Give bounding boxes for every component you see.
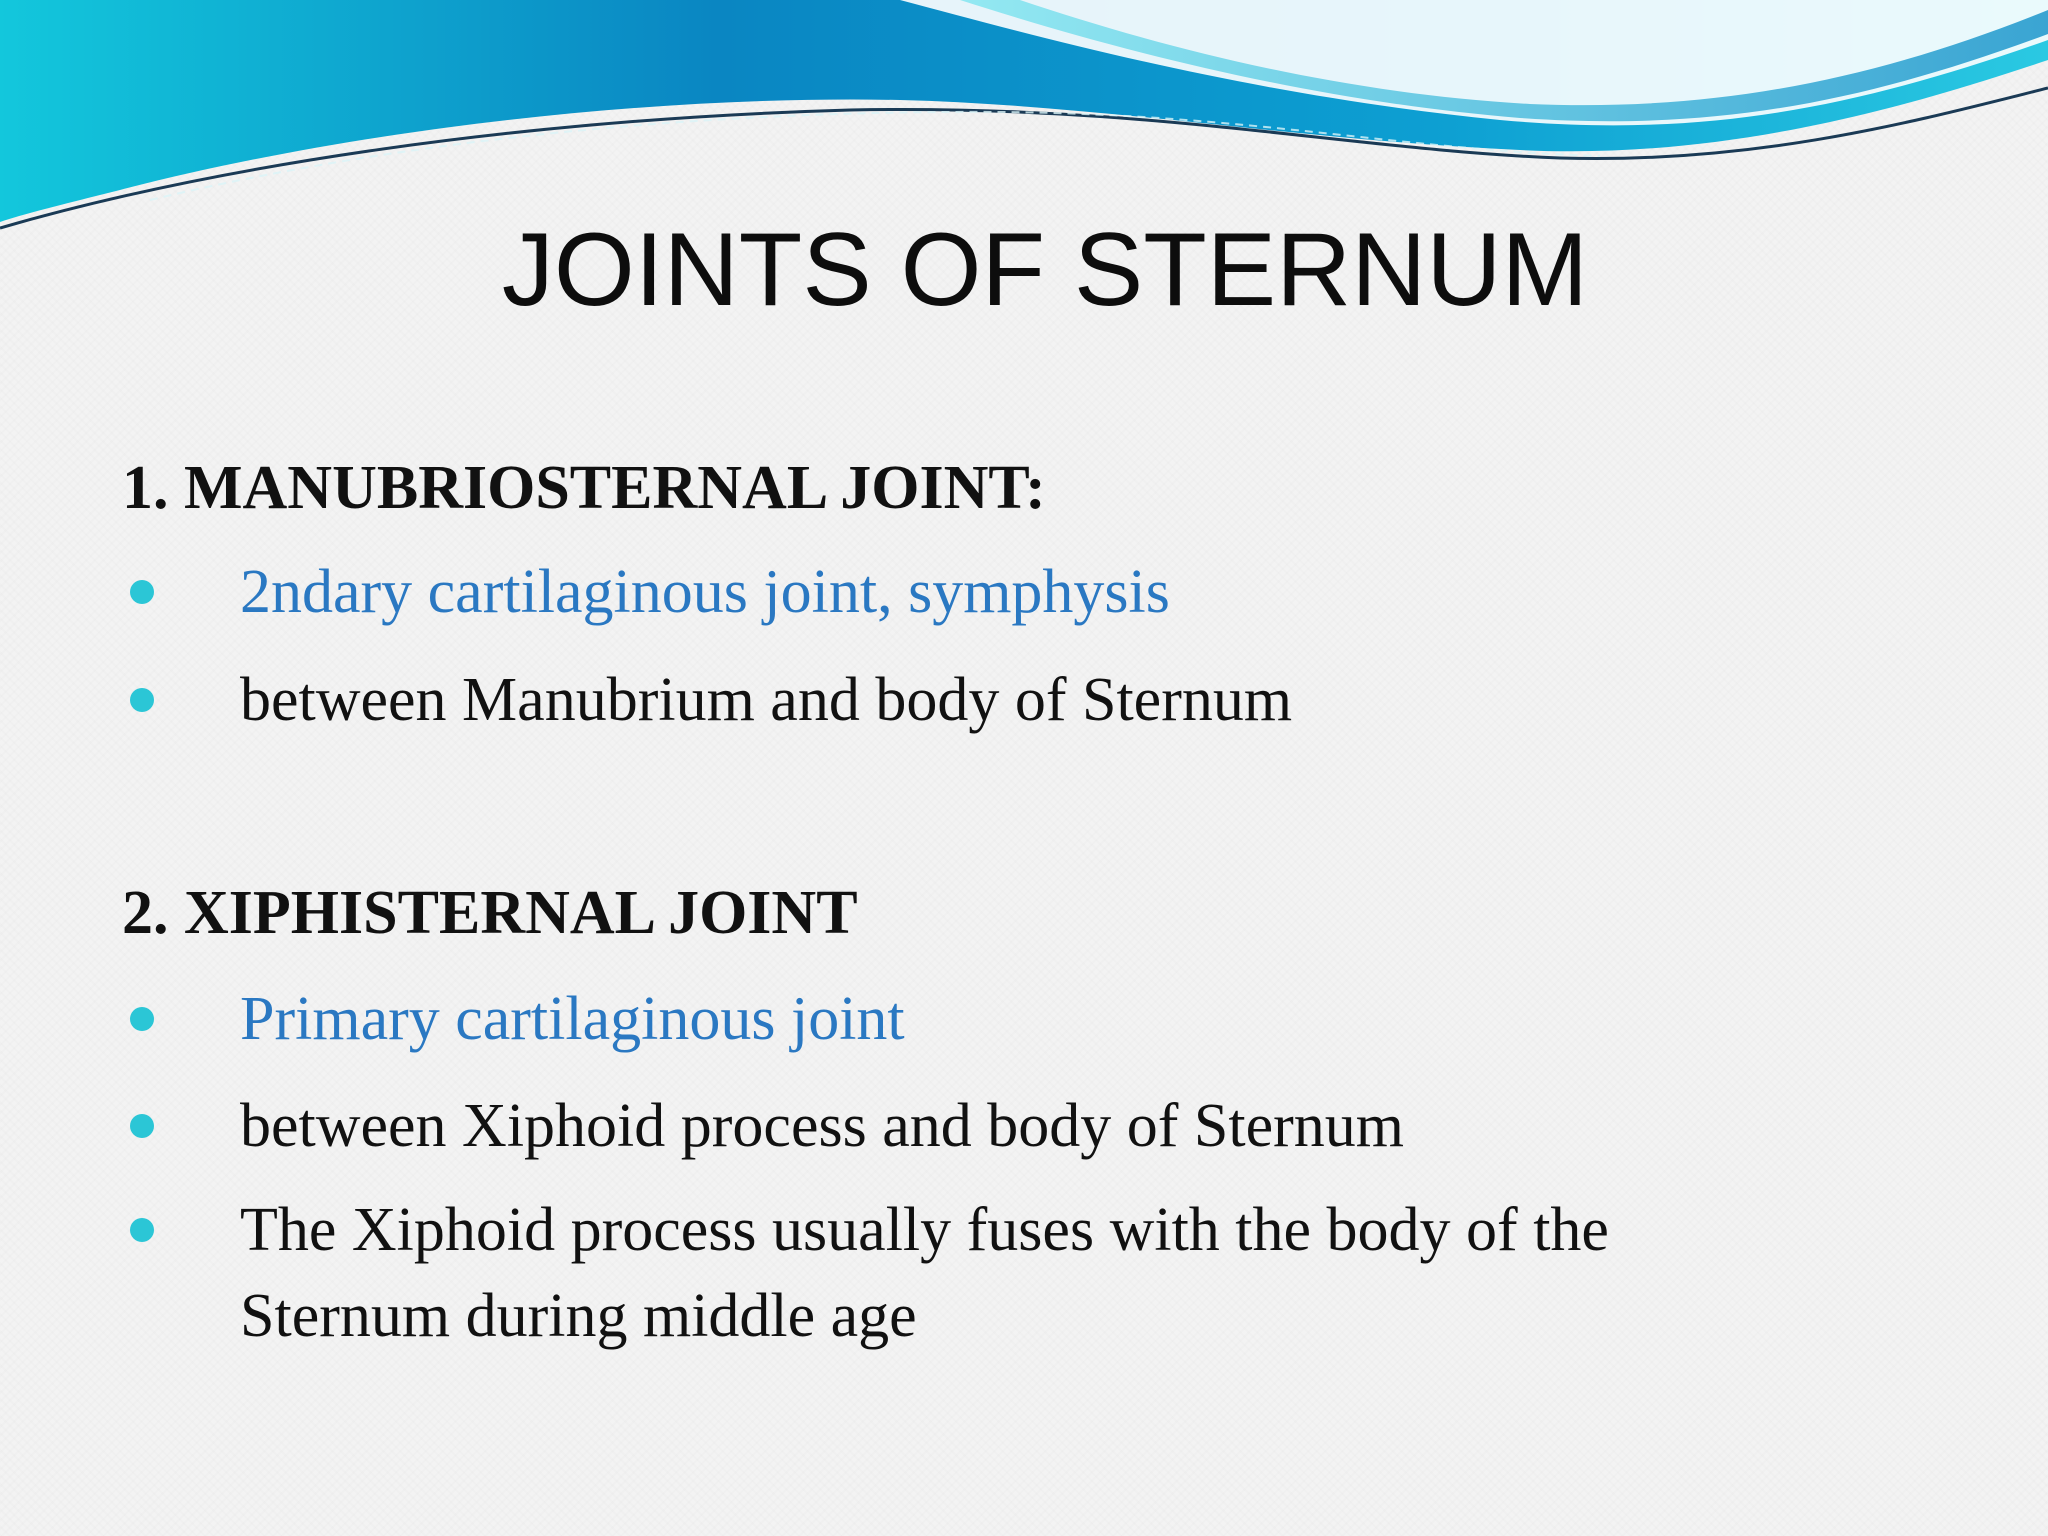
bullet-text: Primary cartilaginous joint (240, 985, 905, 1053)
slide-title: JOINTS OF STERNUM (501, 212, 1589, 328)
bullet-text-line-2: Sternum during middle age (240, 1282, 917, 1350)
section-heading-manubriosternal: 1. MANUBRIOSTERNAL JOINT: (122, 454, 1046, 522)
section-heading-xiphisternal: 2. XIPHISTERNAL JOINT (122, 879, 858, 947)
bullet-text: between Xiphoid process and body of Sternum (240, 1092, 1404, 1160)
bullet-icon (130, 580, 154, 604)
bullet-text: between Manubrium and body of Sternum (240, 666, 1293, 734)
bullet-icon (130, 1007, 154, 1031)
bullet-icon (130, 688, 154, 712)
bullet-text-line-1: The Xiphoid process usually fuses with the body of the (240, 1196, 1609, 1264)
bullet-icon (130, 1218, 154, 1242)
bullet-icon (130, 1114, 154, 1138)
header-wave-decoration (0, 0, 2048, 240)
bullet-text: 2ndary cartilaginous joint, symphysis (240, 558, 1170, 626)
bullet-text (240, 1186, 1940, 1360)
